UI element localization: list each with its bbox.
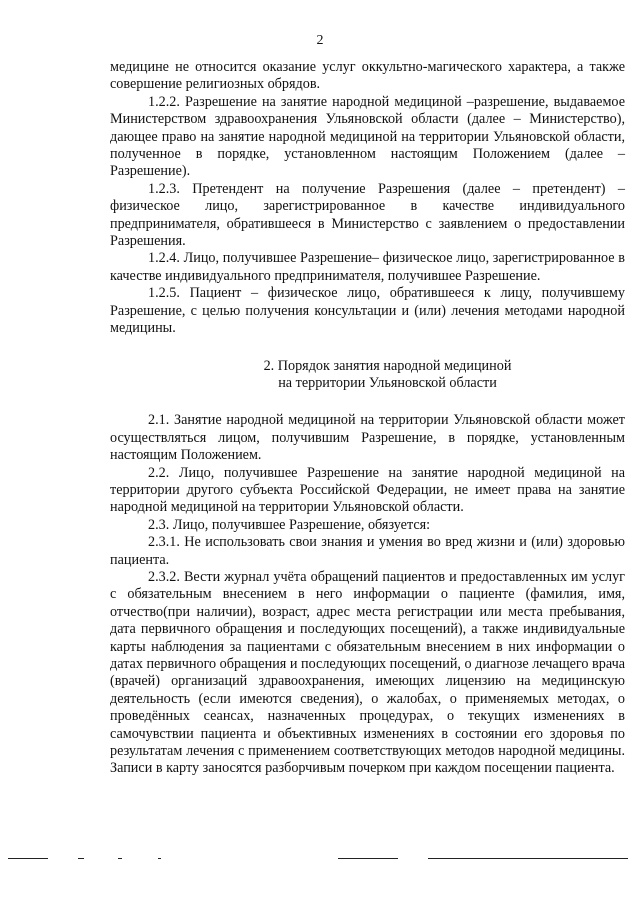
scan-edge-artifact	[8, 858, 628, 860]
paragraph-2-3-1: 2.3.1. Не использовать свои знания и умения во вред жизни и (или) здоровью пациента.	[110, 534, 625, 568]
paragraph-2-3: 2.3. Лицо, получившее Разрешение, обязуется:	[148, 516, 431, 533]
paragraph-1-2-4: 1.2.4. Лицо, получившее Разрешение– физическое лицо, зарегистрированное в качестве индивидуального предпринимателя, получившее Разрешение.	[110, 250, 625, 284]
paragraph-2-1: 2.1. Занятие народной медициной на территории Ульяновской области может осуществляться лицом, получившим Разрешение, в порядке, установленным настоящим Положением.	[110, 412, 625, 464]
paragraph-1-2-3: 1.2.3. Претендент на получение Разрешения (далее – претендент) – физическое лицо, зарегистрированное в качестве индивидуального предпринимателя, обратившееся в Министерство с заявлением о предоставлении Разрешения.	[110, 180, 625, 250]
section-heading	[150, 358, 625, 393]
paragraph-continuation: медицине не относится оказание услуг оккультно-магического характера, а также совершение религиозных обрядов.	[110, 59, 625, 93]
paragraph-2-2: 2.2. Лицо, получившее Разрешение на занятие народной медициной на территории другого субъекта Российской Федерации, не имеет права на занятие народной медициной на территории Ульяновской области.	[110, 464, 625, 516]
paragraph-2-3-2: 2.3.2. Вести журнал учёта обращений пациентов и предоставленных им услуг с обязательным внесением в него информации о пациенте (фамилия, имя, отчество(при наличии), возраст, адрес места регистрации или места пребывания, дата первичного обращения и последующих посещений), а также индивидуальные карты наблюдения за пациентами с обязательным внесением в них информации о датах первичного обращения и последующих посещений, о диагнозе лечащего врача (врачей) организаций здравоохранения, имеющих лицензию на медицинскую деятельность (если имеются сведения), о жалобах, о применяемых методах, о проведённых сеансах, назначенных процедурах, о текущих изменениях в самочувствии пациента и объективных изменениях в состоянии его здоровья по результатам лечения с применением соответствующих методов народной медицины. Записи в карту заносятся разборчивым почерком при каждом посещении пациента.	[110, 568, 625, 777]
paragraph-1-2-2: 1.2.2. Разрешение на занятие народной медициной –разрешение, выдаваемое Министерством здравоохранения Ульяновской области (далее – Министерство), дающее право на занятие народной медициной на территории Ульяновской области, полученное в порядке, установленном настоящим Положением (далее – Разрешение).	[110, 93, 625, 180]
section-heading-line-1: 2. Порядок занятия народной медициной	[263, 357, 512, 374]
paragraph-1-2-5: 1.2.5. Пациент – физическое лицо, обратившееся к лицу, получившему Разрешение, с целью получения консультации и (или) лечения методами народной медицины.	[110, 285, 625, 337]
section-heading-line-2: на территории Ульяновской области	[278, 374, 497, 391]
document-body	[110, 59, 625, 778]
page-number: 2	[316, 33, 324, 48]
